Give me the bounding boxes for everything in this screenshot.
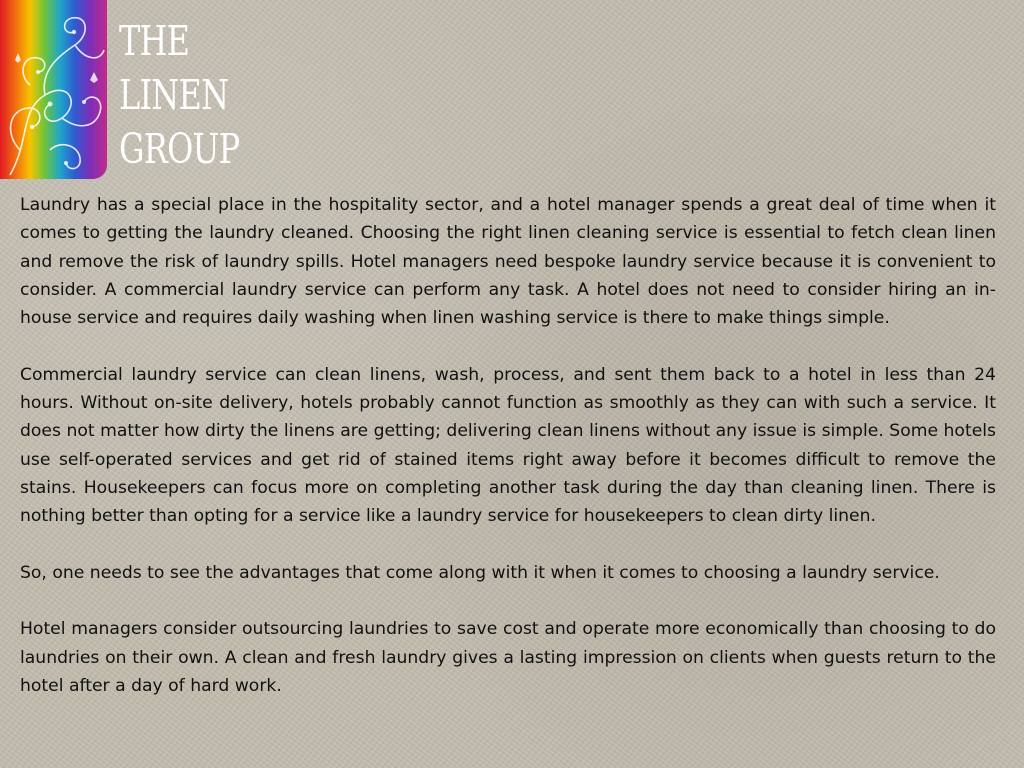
article-body bbox=[20, 191, 996, 729]
paragraph-intro: Laundry has a special place in the hospitality sector, and a hotel manager spends a great deal of time when it comes to getting the laundry cleaned. Choosing the right linen cleaning service is essential to fetch clean linen and remove the risk of laundry spills. Hotel managers need bespoke laundry service because it is convenient to consider. A commercial laundry service can perform any task. A hotel does not need to consider hiring an in-house service and requires daily washing when linen washing service is there to make things simple. bbox=[20, 195, 996, 329]
brand-name bbox=[119, 14, 259, 176]
paragraph-commercial-service: Commercial laundry service can clean linens, wash, process, and sent them back to a hotel in less than 24 hours. Without on-site delivery, hotels probably cannot function as smoothly as they can with such a service. It does not matter how dirty the linens are getting; delivering clean linens without any issue is simple. Some hotels use self-operated services and get rid of stained items right away before it becomes difficult to remove the stains. Housekeepers can focus more on completing another task during the day than cleaning linen. There is nothing better than opting for a service like a laundry service for housekeepers to clean dirty linen. bbox=[20, 364, 996, 527]
brand-line-2: LINEN bbox=[119, 71, 229, 119]
logo-emblem bbox=[0, 0, 107, 179]
brand-line-3: GROUP bbox=[119, 125, 240, 173]
paragraph-advantages: So, one needs to see the advantages that come along with it when it comes to choosing a laundry service. bbox=[20, 562, 940, 583]
brand-line-1: THE bbox=[119, 17, 190, 65]
floral-swirl-icon bbox=[0, 0, 107, 179]
paragraph-outsourcing: Hotel managers consider outsourcing laundries to save cost and operate more economically than choosing to do laundries on their own. A clean and fresh laundry gives a lasting impression on clients when guests return to the hotel after a day of hard work. bbox=[20, 619, 996, 697]
